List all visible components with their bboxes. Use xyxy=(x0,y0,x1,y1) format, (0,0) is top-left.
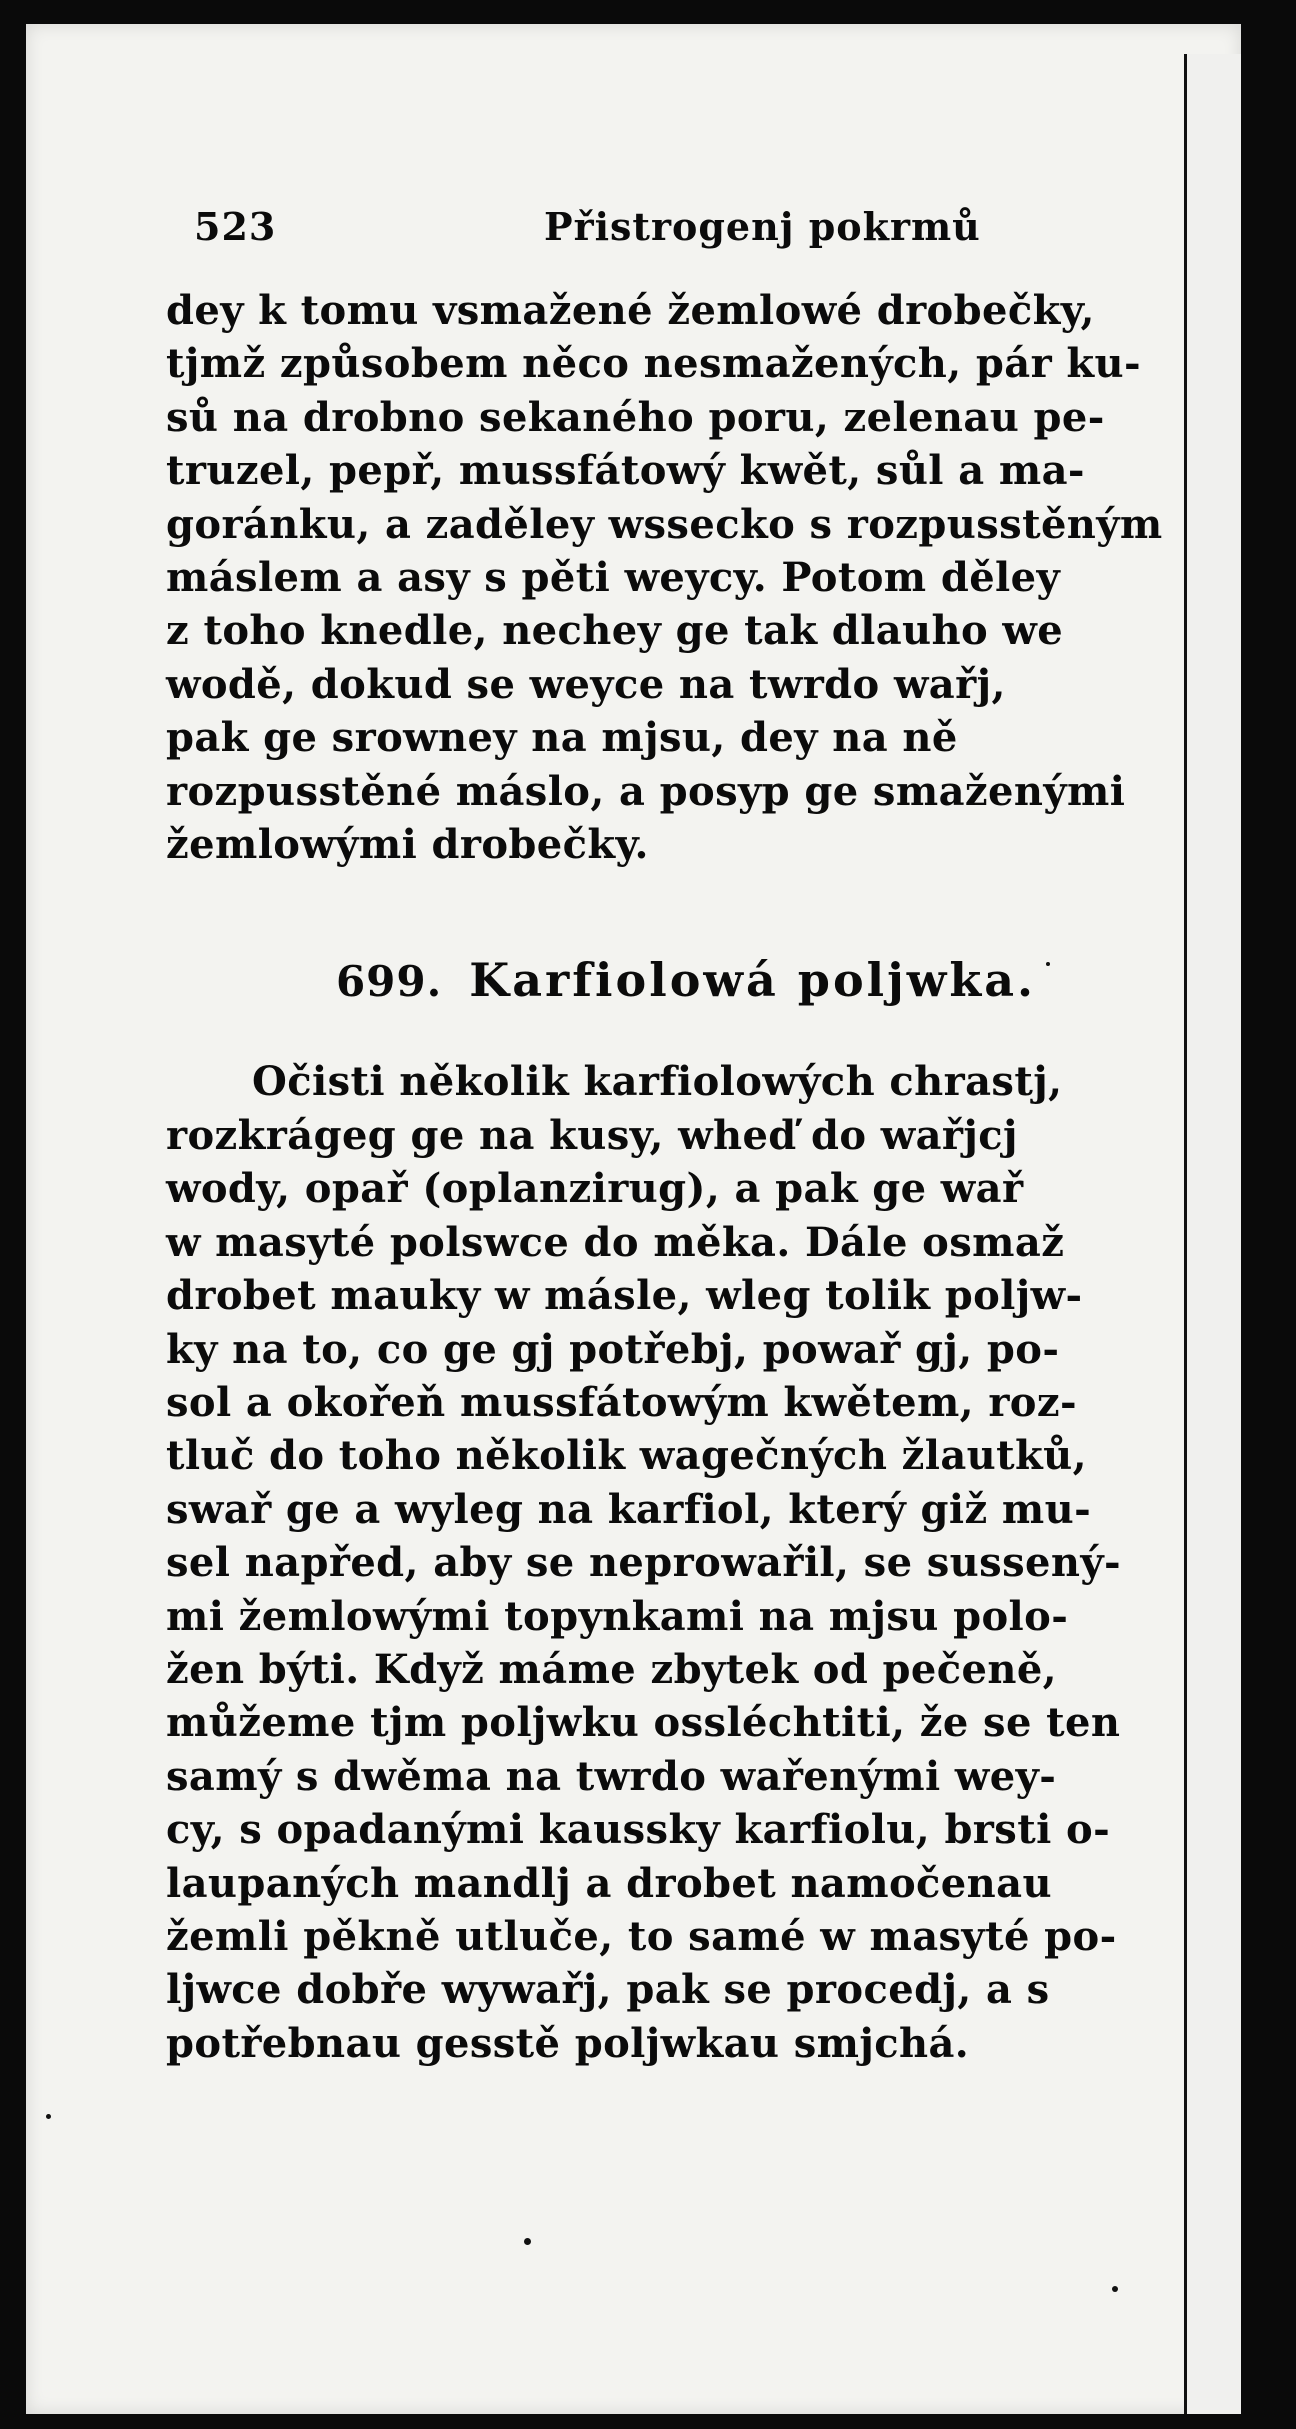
text-line: potřebnau gesstě poljwkau smjchá. xyxy=(166,2019,970,2067)
text-line: mi žemlowými topynkami na mjsu polo- xyxy=(166,1592,1069,1640)
text-line: cy, s opadanými kaussky karfiolu, brsti o- xyxy=(166,1806,1111,1854)
ink-speck xyxy=(1046,962,1050,966)
text-line: drobet mauky w másle, wleg tolik poljw- xyxy=(166,1272,1083,1320)
text-line: truzel, pepř, mussfátowý kwět, sůl a ma- xyxy=(166,447,1085,495)
section-number: 699. xyxy=(335,957,443,1007)
text-line: žemli pěkně utluče, to samé w masyté po- xyxy=(166,1912,1117,1960)
text-line: dey k tomu vsmažené žemlowé drobečky, xyxy=(166,287,1095,334)
ink-speck xyxy=(46,2114,51,2119)
running-head xyxy=(166,204,1206,274)
book-page xyxy=(26,24,1241,2414)
text-line: Očisti několik karfiolowých chrastj, xyxy=(252,1058,1063,1106)
text-line: goránku, a zaděley wssecko s rozpusstěným xyxy=(166,500,1163,548)
text-line: wody, opař (oplanzirug), a pak ge wař xyxy=(166,1165,1024,1213)
text-line: wodě, dokud se weyce na twrdo wařj, xyxy=(166,660,1006,708)
text-line: tjmž způsobem něco nesmažených, pár ku- xyxy=(166,340,1141,388)
text-line: máslem a asy s pěti weycy. Potom děley xyxy=(166,554,1061,602)
text-line: swař ge a wyleg na karfiol, který giž mu- xyxy=(166,1485,1092,1533)
text-line: z toho knedle, nechey ge tak dlauho we xyxy=(166,607,1064,655)
running-title: Přistrogenj pokrmů xyxy=(544,204,981,249)
ink-speck xyxy=(1112,2286,1118,2292)
text-line: ky na to, co ge gj potřebj, powař gj, po- xyxy=(166,1325,1060,1373)
page-number: 523 xyxy=(194,204,277,249)
section-title: Karfiolowá poljwka. xyxy=(469,953,1037,1008)
text-line: žen býti. Když máme zbytek od pečeně, xyxy=(166,1645,1058,1693)
paragraph-continued xyxy=(166,284,1206,871)
text-line: ljwce dobře wywařj, pak se procedj, a s xyxy=(166,1966,1050,2014)
recipe-paragraph xyxy=(166,1055,1206,2070)
section-heading xyxy=(166,953,1206,1007)
text-line: žemlowými drobečky. xyxy=(166,821,649,869)
text-line: sel napřed, aby se neprowařil, se sussený- xyxy=(166,1539,1121,1587)
text-line: w masyté polswce do měka. Dále osmaž xyxy=(166,1218,1065,1266)
page-content xyxy=(166,204,1206,2070)
text-line: tluč do toho několik wagečných žlautků, xyxy=(166,1432,1087,1480)
text-line: rozkrágeg ge na kusy, wheď do wařjcj xyxy=(166,1111,1018,1159)
text-line: sol a okořeň mussfátowým kwětem, roz- xyxy=(166,1378,1077,1426)
text-line: laupaných mandlj a drobet namočenau xyxy=(166,1859,1052,1907)
text-line: sů na drobno sekaného poru, zelenau pe- xyxy=(166,393,1105,441)
text-line: samý s dwěma na twrdo wařenými wey- xyxy=(166,1752,1057,1800)
text-line: pak ge srowney na mjsu, dey na ně xyxy=(166,714,958,762)
text-line: můžeme tjm poljwku ossléchtiti, že se ten xyxy=(166,1699,1121,1747)
ink-speck xyxy=(524,2238,531,2245)
text-line: rozpusstěné máslo, a posyp ge smaženými xyxy=(166,767,1126,815)
